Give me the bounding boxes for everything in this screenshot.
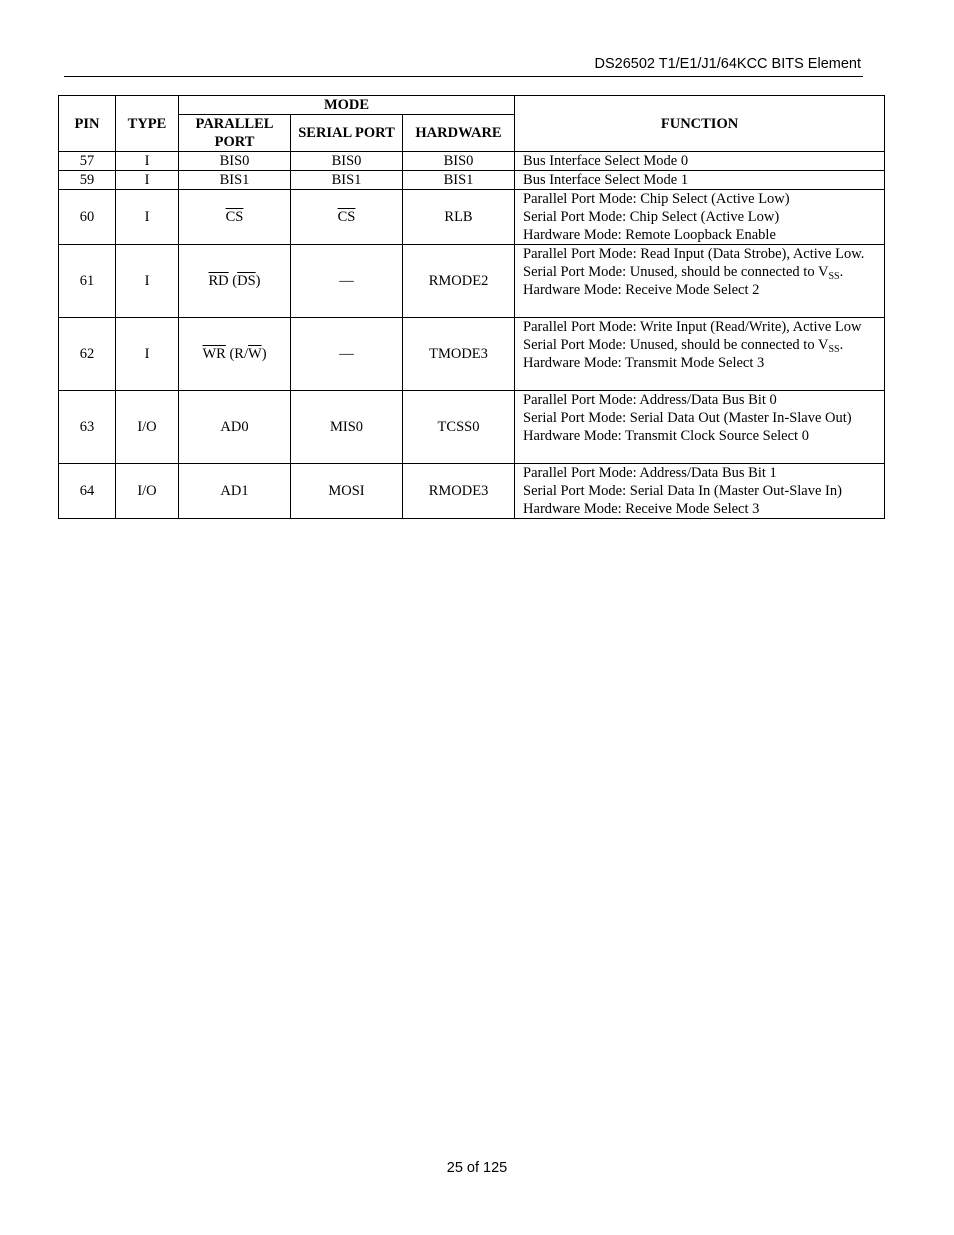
serial-cell: — bbox=[291, 318, 403, 391]
header-parallel-port: PARALLEL PORT bbox=[179, 115, 291, 152]
header-function: FUNCTION bbox=[515, 96, 885, 152]
function-line: Parallel Port Mode: Read Input (Data Strobe), Active Low. bbox=[523, 246, 865, 262]
hardware-cell: BIS1 bbox=[403, 171, 515, 190]
table-row bbox=[59, 190, 885, 245]
pin-description-table bbox=[58, 95, 885, 519]
function-cell bbox=[515, 464, 885, 519]
pin-cell: 64 bbox=[59, 464, 116, 519]
hardware-cell: RMODE2 bbox=[403, 245, 515, 318]
function-text: . bbox=[839, 264, 844, 280]
function-line: Serial Port Mode: Serial Data Out (Master In-Slave Out) bbox=[523, 410, 852, 426]
type-cell: I bbox=[116, 318, 179, 391]
hardware-cell: TCSS0 bbox=[403, 391, 515, 464]
active-low-signal: $\overline{DS}$ bbox=[237, 273, 256, 289]
table-row bbox=[59, 318, 885, 391]
pin-cell: 60 bbox=[59, 190, 116, 245]
serial-cell: MOSI bbox=[291, 464, 403, 519]
table-row bbox=[59, 152, 885, 171]
pin-cell: 59 bbox=[59, 171, 116, 190]
signal-text: R/ bbox=[234, 346, 248, 362]
serial-cell: BIS1 bbox=[291, 171, 403, 190]
page-number: 25 of 125 bbox=[446, 1160, 508, 1176]
function-line: Serial Port Mode: Chip Select (Active Low) bbox=[523, 209, 780, 225]
function-text: Serial Port Mode: Unused, should be connected to V bbox=[523, 337, 829, 353]
pin-cell: 57 bbox=[59, 152, 116, 171]
serial-cell: BIS0 bbox=[291, 152, 403, 171]
document-header-title: DS26502 T1/E1/J1/64KCC BITS Element bbox=[594, 56, 861, 72]
function-line: Parallel Port Mode: Write Input (Read/Write), Active Low bbox=[523, 319, 862, 335]
active-low-signal: $\overline{WR}$ bbox=[202, 346, 226, 362]
function-cell bbox=[515, 171, 885, 190]
parallel-cell: AD0 bbox=[179, 391, 291, 464]
function-cell bbox=[515, 318, 885, 391]
pin-cell: 61 bbox=[59, 245, 116, 318]
function-line: Parallel Port Mode: Chip Select (Active Low) bbox=[523, 191, 790, 207]
parallel-cell bbox=[179, 190, 291, 245]
function-line bbox=[523, 336, 884, 354]
function-line: Bus Interface Select Mode 1 bbox=[523, 172, 689, 188]
table-row bbox=[59, 245, 885, 318]
type-cell: I bbox=[116, 171, 179, 190]
header-hardware: HARDWARE bbox=[403, 115, 515, 152]
pin-cell: 62 bbox=[59, 318, 116, 391]
table-row bbox=[59, 391, 885, 464]
hardware-cell: TMODE3 bbox=[403, 318, 515, 391]
active-low-signal: $\overline{W}$ bbox=[248, 346, 262, 362]
header-serial-port: SERIAL PORT bbox=[291, 115, 403, 152]
function-cell bbox=[515, 152, 885, 171]
hardware-cell: RLB bbox=[403, 190, 515, 245]
header-rule bbox=[64, 76, 863, 77]
parallel-cell: BIS0 bbox=[179, 152, 291, 171]
function-cell bbox=[515, 190, 885, 245]
function-line: Hardware Mode: Receive Mode Select 2 bbox=[523, 282, 760, 298]
function-line: Parallel Port Mode: Address/Data Bus Bit 1 bbox=[523, 465, 777, 481]
function-line: Hardware Mode: Transmit Mode Select 3 bbox=[523, 355, 765, 371]
active-low-signal: $\overline{CS}$ bbox=[225, 209, 244, 225]
serial-cell: MIS0 bbox=[291, 391, 403, 464]
serial-cell bbox=[291, 190, 403, 245]
function-line bbox=[523, 263, 884, 281]
function-line: Hardware Mode: Transmit Clock Source Select 0 bbox=[523, 428, 809, 444]
parallel-cell: BIS1 bbox=[179, 171, 291, 190]
type-cell: I/O bbox=[116, 464, 179, 519]
hardware-cell: BIS0 bbox=[403, 152, 515, 171]
function-cell bbox=[515, 391, 885, 464]
type-cell: I/O bbox=[116, 391, 179, 464]
header-pin: PIN bbox=[59, 96, 116, 152]
active-low-signal: $\overline{CS}$ bbox=[337, 209, 356, 225]
parallel-cell: AD1 bbox=[179, 464, 291, 519]
pin-cell: 63 bbox=[59, 391, 116, 464]
function-cell bbox=[515, 245, 885, 318]
parallel-cell: $\overline{RD}$ $(\overline{DS})$ bbox=[179, 245, 291, 318]
function-line: Parallel Port Mode: Address/Data Bus Bit 0 bbox=[523, 392, 777, 408]
table-row bbox=[59, 171, 885, 190]
header-type: TYPE bbox=[116, 96, 179, 152]
type-cell: I bbox=[116, 245, 179, 318]
active-low-signal: $\overline{RD}$ bbox=[208, 273, 229, 289]
parallel-cell: $\overline{WR}$ $(R/\overline{W})$ bbox=[179, 318, 291, 391]
function-text: Serial Port Mode: Unused, should be connected to V bbox=[523, 264, 829, 280]
type-cell: I bbox=[116, 190, 179, 245]
header-mode: MODE bbox=[179, 96, 515, 115]
subscript: SS bbox=[828, 344, 840, 355]
function-line: Bus Interface Select Mode 0 bbox=[523, 153, 689, 169]
subscript: SS bbox=[828, 271, 840, 282]
serial-cell: — bbox=[291, 245, 403, 318]
function-line: Hardware Mode: Remote Loopback Enable bbox=[523, 227, 776, 243]
type-cell: I bbox=[116, 152, 179, 171]
table-row bbox=[59, 464, 885, 519]
hardware-cell: RMODE3 bbox=[403, 464, 515, 519]
function-line: Hardware Mode: Receive Mode Select 3 bbox=[523, 501, 760, 517]
function-text: . bbox=[839, 337, 844, 353]
function-line: Serial Port Mode: Serial Data In (Master Out-Slave In) bbox=[523, 483, 842, 499]
